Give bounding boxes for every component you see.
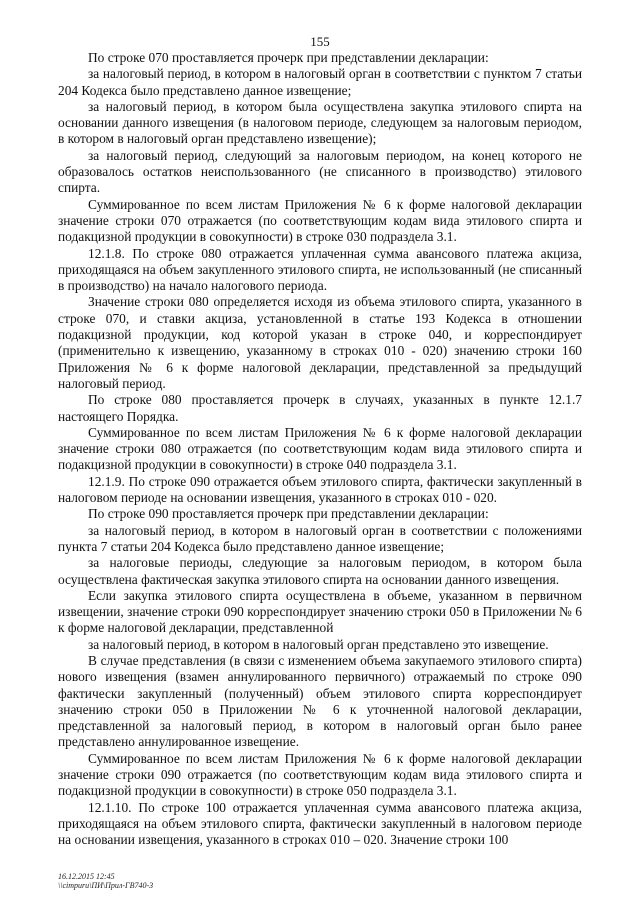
paragraph: 12.1.9. По строке 090 отражается объем этилового спирта, фактически закупленный в налоговом периоде на основании извещения, указанного в строках 010 - 020. [58,473,582,506]
paragraph: По строке 080 проставляется прочерк в случаях, указанных в пункте 12.1.7 настоящего Порядка. [58,392,582,424]
paragraph: 12.1.8. По строке 080 отражается уплаченная сумма авансового платежа акциза, приходящаяся на объем закупленного этилового спирта, не использованный (не списанный в производство) на начало налогового периода. [58,245,582,294]
paragraph: В случае представления (в связи с изменением объема закупаемого этилового спирта) нового извещения (взамен аннулированного первичного) отражаемый по строке 090 фактически закупленный (полученный) объем этилового спирта корреспондирует значению строки 050 в Приложении № 6 к уточненной налоговой декларации, представленной за налоговый период, в котором в налоговый орган было ранее представлено аннулированное извещение. [58,652,582,750]
paragraph: за налоговый период, в котором в налоговый орган в соответствии с положениями пункта 7 статьи 204 Кодекса было представлено данное извещение; [58,522,582,554]
footer-timestamp: 16.12.2015 12:45 [58,872,115,881]
paragraph: за налоговый период, в котором в налоговый орган в соответствии с пунктом 7 статьи 204 Кодекса было представлено данное извещение; [58,66,582,98]
paragraph: за налоговый период, в котором была осуществлена закупка этилового спирта на основании данного извещения (в налоговом периоде, следующем за налоговым периодом, в котором в налоговый орган представлено извещение); [58,98,582,147]
paragraph: за налоговый период, следующий за налоговым периодом, на конец которого не образовалось остатков неиспользованного (не списанного в производство) этилового спирта. [58,147,582,196]
page-number: 155 [310,34,330,49]
paragraph: Значение строки 080 определяется исходя из объема этилового спирта, указанного в строке 070, и ставки акциза, установленной в статье 193 Кодекса в отношении подакцизной продукции, код которой указан в строке 040, и корреспондирует (применительно к извещению, указанному в строках 010 - 020) значению строки 160 Приложения № 6 к форме налоговой декларации, представленной за предыдущий налоговый период. [58,294,582,391]
paragraph: за налоговый период, в котором в налоговый орган представлено это извещение. [88,636,549,652]
paragraph: Суммированное по всем листам Приложения № 6 к форме налоговой декларации значение строки 080 отражается (по соответствующим кодам вида этилового спирта и подакцизной продукции в совокупности) в строке 040 подраздела 3.1. [58,424,582,473]
document-body [58,50,582,849]
paragraph: 12.1.10. По строке 100 отражается уплаченная сумма авансового платежа акциза, приходящаяся на объем этилового спирта, фактически закупленный в налоговом периоде на основании извещения, указанного в строках 010 – 020. Значение строки 100 [58,799,582,848]
paragraph: По строке 070 проставляется прочерк при представлении декларации: [88,50,489,65]
paragraph: Суммированное по всем листам Приложения № 6 к форме налоговой декларации значение строки 070 отражается (по соответствующим кодам вида этилового спирта и подакцизной продукции в совокупности) в строке 030 подраздела 3.1. [58,196,582,245]
paragraph: Суммированное по всем листам Приложения № 6 к форме налоговой декларации значение строки 090 отражается (по соответствующим кодам вида этилового спирта и подакцизной продукции в совокупности) в строке 050 подраздела 3.1. [58,750,582,799]
footer-file-path: \\cimpuru\ПИ\Прил-ГВ740-3 [58,881,154,890]
paragraph: за налоговые периоды, следующие за налоговым периодом, в котором была осуществлена фактическая закупка этилового спирта на основании данного извещения. [58,555,582,587]
paragraph: По строке 090 проставляется прочерк при представлении декларации: [88,506,489,522]
paragraph: Если закупка этилового спирта осуществлена в объеме, указанном в первичном извещении, значение строки 090 корреспондирует значению строки 050 в Приложении № 6 к форме налоговой декларации, представленной [58,587,582,636]
document-footer [58,872,153,890]
